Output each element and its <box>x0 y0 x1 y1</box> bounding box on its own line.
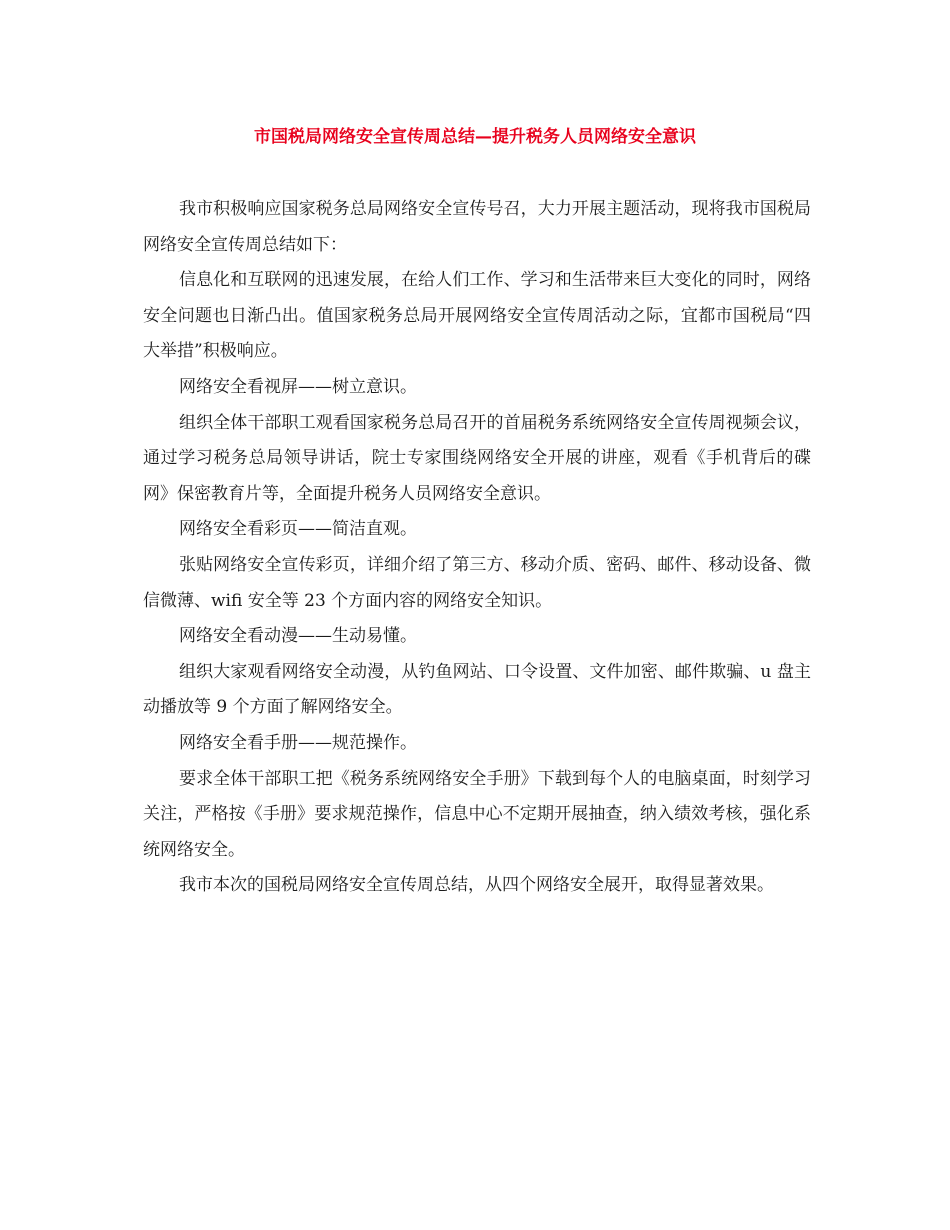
paragraph-intro: 我市积极响应国家税务总局网络安全宣传号召，大力开展主题活动，现将我市国税局网络安全宣传周总结如下： <box>143 199 811 255</box>
paragraph-flyer: 张贴网络安全宣传彩页，详细介绍了第三方、移动介质、密码、邮件、移动设备、微信微薄、wifi 安全等 23 个方面内容的网络安全知识。 <box>143 554 811 611</box>
paragraph-manual: 要求全体干部职工把《税务系统网络安全手册》下载到每个人的电脑桌面，时刻学习关注，严格按《手册》要求规范操作，信息中心不定期开展抽查，纳入绩效考核，强化系统网络安全。 <box>143 768 811 860</box>
paragraph-animation: 组织大家观看网络安全动漫，从钓鱼网站、口令设置、文件加密、邮件欺骗、u 盘主动播放等 9 个方面了解网络安全。 <box>143 661 811 718</box>
section-heading-animation: 网络安全看动漫——生动易懂。 <box>179 626 417 647</box>
document-title: 市国税局网络安全宣传周总结—提升税务人员网络安全意识 <box>254 127 696 147</box>
document-body <box>143 192 811 904</box>
section-heading-video: 网络安全看视屏——树立意识。 <box>179 376 417 397</box>
paragraph-background: 信息化和互联网的迅速发展，在给人们工作、学习和生活带来巨大变化的同时，网络安全问题也日渐凸出。值国家税务总局开展网络安全宣传周活动之际，宜都市国税局“四大举措”积极响应。 <box>143 270 811 362</box>
paragraph-conclusion: 我市本次的国税局网络安全宣传周总结，从四个网络安全展开，取得显著效果。 <box>179 875 774 896</box>
section-heading-manual: 网络安全看手册——规范操作。 <box>179 732 417 753</box>
paragraph-video: 组织全体干部职工观看国家税务总局召开的首届税务系统网络安全宣传周视频会议，通过学习税务总局领导讲话，院士专家围绕网络安全开展的讲座，观看《手机背后的碟网》保密教育片等，全面提升税务人员网络安全意识。 <box>143 412 811 504</box>
section-heading-flyer: 网络安全看彩页——简洁直观。 <box>179 519 417 540</box>
